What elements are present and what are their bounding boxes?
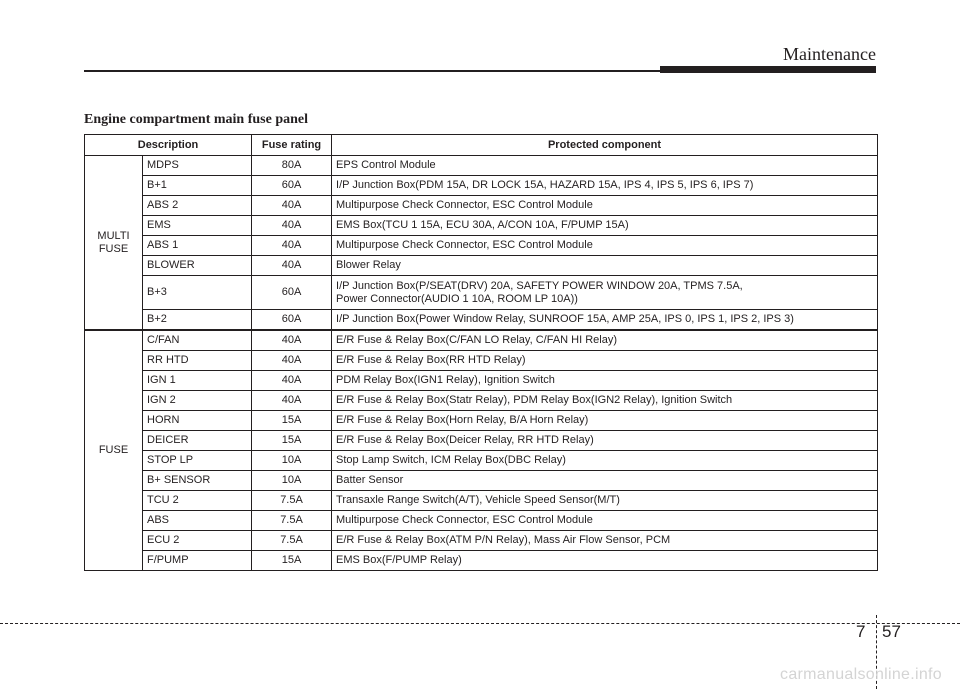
table-row: [85, 431, 878, 451]
footer-rule: [0, 623, 960, 624]
protected-component: EMS Box(TCU 1 15A, ECU 30A, A/CON 10A, F/PUMP 15A): [332, 216, 878, 236]
fuse-name: ABS: [143, 511, 252, 531]
fuse-rating: 7.5A: [252, 511, 332, 531]
chapter-number: 7: [856, 622, 866, 641]
fuse-rating: 40A: [252, 371, 332, 391]
fuse-name: F/PUMP: [143, 551, 252, 571]
table-row: [85, 371, 878, 391]
column-header-protected-component: Protected component: [332, 135, 878, 156]
protected-component: Multipurpose Check Connector, ESC Control Module: [332, 236, 878, 256]
fuse-rating: 40A: [252, 196, 332, 216]
protected-component: I/P Junction Box(P/SEAT(DRV) 20A, SAFETY POWER WINDOW 20A, TPMS 7.5A, Power Connector(AUDIO 1 10A, ROOM LP 10A)): [332, 276, 878, 310]
fuse-rating: 40A: [252, 216, 332, 236]
table-row: [85, 511, 878, 531]
protected-component: I/P Junction Box(PDM 15A, DR LOCK 15A, HAZARD 15A, IPS 4, IPS 5, IPS 6, IPS 7): [332, 176, 878, 196]
table-row: [85, 156, 878, 176]
fuse-name: B+ SENSOR: [143, 471, 252, 491]
protected-component: Transaxle Range Switch(A/T), Vehicle Speed Sensor(M/T): [332, 491, 878, 511]
table-row: [85, 411, 878, 431]
fuse-rating: 10A: [252, 471, 332, 491]
fuse-name: STOP LP: [143, 451, 252, 471]
fuse-rating: 10A: [252, 451, 332, 471]
fuse-name: C/FAN: [143, 330, 252, 351]
fuse-rating: 7.5A: [252, 531, 332, 551]
protected-component: E/R Fuse & Relay Box(C/FAN LO Relay, C/FAN HI Relay): [332, 330, 878, 351]
table-row: [85, 310, 878, 331]
fuse-name: TCU 2: [143, 491, 252, 511]
protected-component: E/R Fuse & Relay Box(RR HTD Relay): [332, 351, 878, 371]
header-rule: [84, 70, 704, 72]
protected-component: Blower Relay: [332, 256, 878, 276]
fuse-name: BLOWER: [143, 256, 252, 276]
table-row: [85, 216, 878, 236]
protected-component: E/R Fuse & Relay Box(Deicer Relay, RR HTD Relay): [332, 431, 878, 451]
fuse-rating: 80A: [252, 156, 332, 176]
fuse-name: IGN 2: [143, 391, 252, 411]
protected-component: EMS Box(F/PUMP Relay): [332, 551, 878, 571]
column-header-description: Description: [85, 135, 252, 156]
protected-component: Multipurpose Check Connector, ESC Control Module: [332, 196, 878, 216]
table-row: [85, 391, 878, 411]
fuse-rating: 15A: [252, 411, 332, 431]
fuse-rating: 15A: [252, 431, 332, 451]
protected-component: Stop Lamp Switch, ICM Relay Box(DBC Relay): [332, 451, 878, 471]
fuse-name: ABS 2: [143, 196, 252, 216]
fuse-name: EMS: [143, 216, 252, 236]
page-number: 57: [882, 622, 901, 641]
table-row: [85, 276, 878, 310]
protected-component: Multipurpose Check Connector, ESC Control Module: [332, 511, 878, 531]
fuse-table: [84, 134, 878, 571]
table-row: [85, 176, 878, 196]
table-row: [85, 551, 878, 571]
fuse-table-body: [85, 156, 878, 571]
page-title: Engine compartment main fuse panel: [84, 112, 308, 127]
protected-component: PDM Relay Box(IGN1 Relay), Ignition Switch: [332, 371, 878, 391]
table-row: [85, 491, 878, 511]
fuse-group-label: MULTI FUSE: [85, 156, 143, 331]
fuse-name: B+3: [143, 276, 252, 310]
fuse-rating: 40A: [252, 236, 332, 256]
fuse-rating: 40A: [252, 351, 332, 371]
protected-component: E/R Fuse & Relay Box(Horn Relay, B/A Horn Relay): [332, 411, 878, 431]
protected-component: EPS Control Module: [332, 156, 878, 176]
protected-component: E/R Fuse & Relay Box(ATM P/N Relay), Mass Air Flow Sensor, PCM: [332, 531, 878, 551]
fuse-rating: 60A: [252, 176, 332, 196]
fuse-group-label: FUSE: [85, 330, 143, 571]
watermark: carmanualsonline.info: [780, 666, 942, 683]
fuse-name: RR HTD: [143, 351, 252, 371]
table-row: [85, 471, 878, 491]
fuse-name: DEICER: [143, 431, 252, 451]
fuse-name: ECU 2: [143, 531, 252, 551]
fuse-rating: 40A: [252, 391, 332, 411]
table-row: [85, 236, 878, 256]
table-row: [85, 451, 878, 471]
fuse-name: B+1: [143, 176, 252, 196]
fuse-rating: 15A: [252, 551, 332, 571]
fuse-rating: 40A: [252, 330, 332, 351]
fuse-rating: 60A: [252, 310, 332, 331]
protected-component: E/R Fuse & Relay Box(Statr Relay), PDM Relay Box(IGN2 Relay), Ignition Switch: [332, 391, 878, 411]
header-rule-accent: [660, 66, 876, 73]
table-row: [85, 196, 878, 216]
protected-component: I/P Junction Box(Power Window Relay, SUNROOF 15A, AMP 25A, IPS 0, IPS 1, IPS 2, IPS 3): [332, 310, 878, 331]
fuse-rating: 60A: [252, 276, 332, 310]
fuse-rating: 40A: [252, 256, 332, 276]
fuse-rating: 7.5A: [252, 491, 332, 511]
table-row: [85, 330, 878, 351]
protected-component: Batter Sensor: [332, 471, 878, 491]
table-row: [85, 256, 878, 276]
table-row: [85, 351, 878, 371]
column-header-fuse-rating: Fuse rating: [252, 135, 332, 156]
section-header-title: Maintenance: [783, 44, 876, 64]
fuse-name: B+2: [143, 310, 252, 331]
table-header-row: [85, 135, 878, 156]
fuse-name: MDPS: [143, 156, 252, 176]
fuse-name: ABS 1: [143, 236, 252, 256]
table-row: [85, 531, 878, 551]
fuse-name: IGN 1: [143, 371, 252, 391]
fuse-name: HORN: [143, 411, 252, 431]
